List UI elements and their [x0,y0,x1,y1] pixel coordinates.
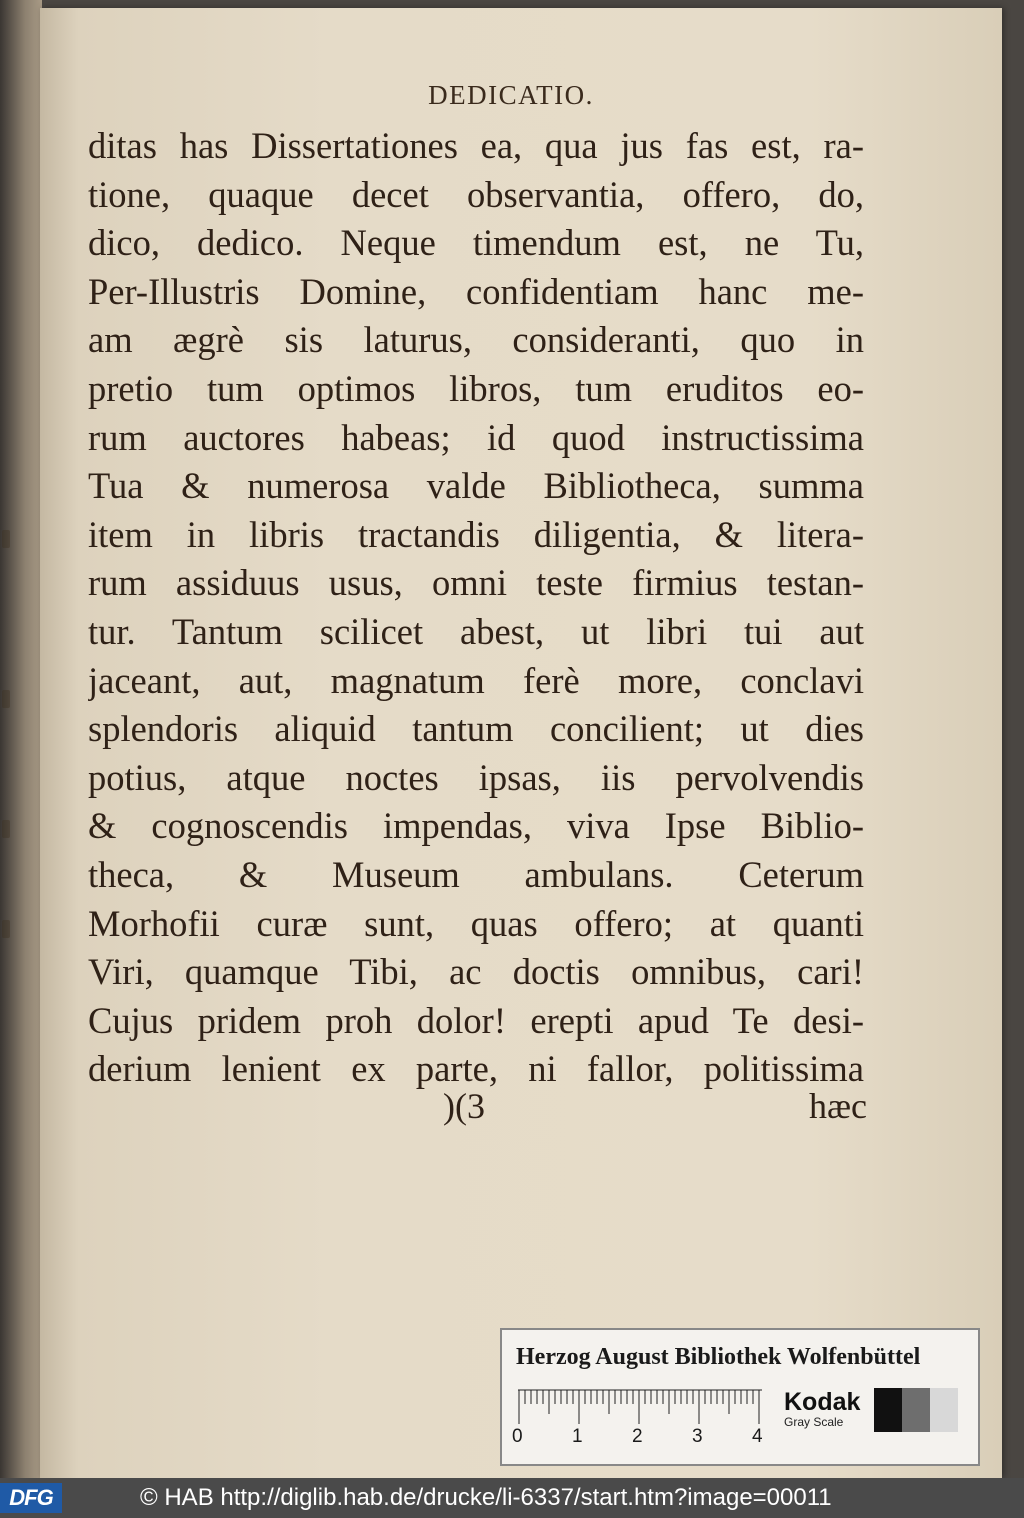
text-line: item in libris tractandis diligentia, & litera- [88,513,864,555]
text-line: Tua & numerosa valde Bibliotheca, summa [88,465,864,507]
ruler-number: 4 [752,1426,763,1447]
text-line: jaceant, aut, magnatum ferè more, conclavi [88,659,864,701]
institution-label: Herzog August Bibliothek Wolfenbüttel [516,1344,921,1370]
signature-mark: )(3 [443,1086,485,1126]
swatch-mid [902,1388,930,1432]
text-line: Per-Illustris Domine, confidentiam hanc me- [88,270,864,312]
ruler-number: 1 [572,1426,583,1447]
footer-bar [0,1478,1024,1518]
text-line: pretio tum optimos libros, tum eruditos eo- [88,367,864,409]
text-line: am ægrè sis laturus, consideranti, quo in [88,319,864,361]
copyright-credit: © HAB http://diglib.hab.de/drucke/li-6337/start.htm?image=00011 [140,1484,832,1511]
text-line: dico, dedico. Neque timendum est, ne Tu, [88,222,864,264]
text-line: Viri, quamque Tibi, ac doctis omnibus, cari! [88,951,864,993]
text-line: Morhofii curæ sunt, quas offero; at quanti [88,902,864,944]
text-line: & cognoscendis impendas, viva Ipse Biblio- [88,805,864,847]
text-line: tur. Tantum scilicet abest, ut libri tui aut [88,610,864,652]
color-scale-card [500,1328,980,1466]
kodak-label [784,1388,860,1429]
margin-mark [2,690,10,708]
gray-swatches [874,1388,958,1432]
text-line: splendoris aliquid tantum concilient; ut dies [88,708,864,750]
swatch-dark [874,1388,902,1432]
margin-mark [2,530,10,548]
text-line: rum auctores habeas; id quod instructissima [88,416,864,458]
kodak-brand: Kodak [784,1388,861,1416]
running-head: DEDICATIO. [428,80,594,110]
margin-mark [2,820,10,838]
body-text [88,122,864,1094]
text-line: theca, & Museum ambulans. Ceterum [88,853,864,895]
margin-mark [2,920,10,938]
text-line: Cujus pridem proh dolor! erepti apud Te desi- [88,999,864,1041]
ruler-scale [518,1388,762,1426]
dfg-logo: DFG [0,1483,62,1513]
ruler-number: 0 [512,1426,523,1447]
ruler-numbers [512,1426,782,1450]
catchword: hæc [809,1086,867,1126]
swatch-light [930,1388,958,1432]
ruler-number: 2 [632,1426,643,1447]
text-line: potius, atque noctes ipsas, iis pervolvendis [88,756,864,798]
text-line: tione, quaque decet observantia, offero, do, [88,173,864,215]
text-line: derium lenient ex parte, ni fallor, politissima [88,1048,864,1090]
text-line: ditas has Dissertationes ea, qua jus fas est, ra- [88,125,864,166]
ruler-number: 3 [692,1426,703,1447]
gray-scale-label: Gray Scale [784,1415,844,1429]
facing-page-edge [0,0,42,1478]
text-line: rum assiduus usus, omni teste firmius testan- [88,562,864,604]
